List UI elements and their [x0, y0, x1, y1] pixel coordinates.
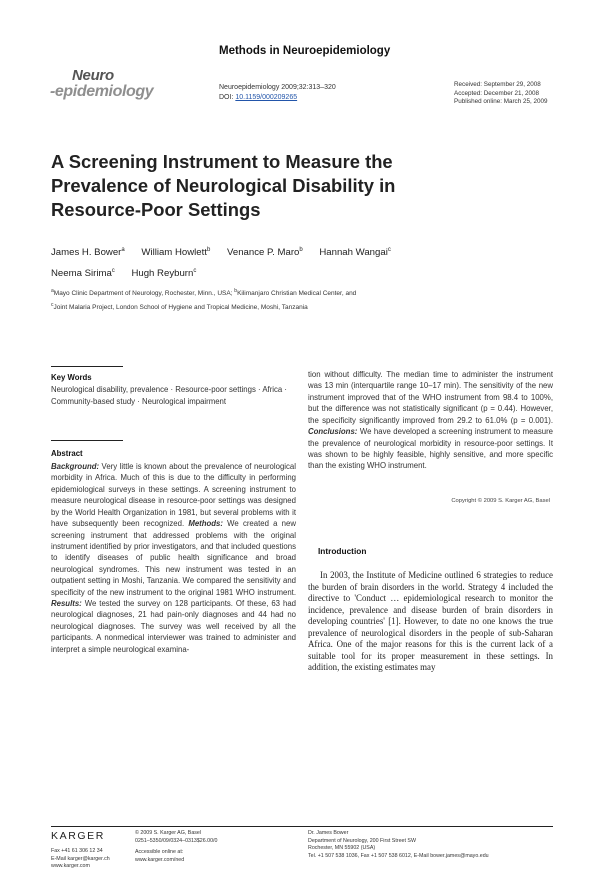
footer-access2[interactable]: www.karger.com/ned: [135, 856, 185, 863]
conclusions-text: We have developed a screening instrument to measure the prevalence of neurological morbidity in resource-poor settings. It was shown to be highly feasible, highly sensitive, and more specific than the existing WHO instrument.: [308, 427, 553, 471]
results-text-continued: tion without difficulty. The median time to administer the instrument was 13 min (interquartile range 10–17 min). The sensitivity of the new instrument improved that of the WHO instrument from 98.4 to 100%, but the difference was not statistically significant (p = 0.44). However, the specificity significantly improved from 29.2 to 61.0% (p = 0.001).: [308, 370, 553, 425]
logo-line1: Neuro: [72, 67, 114, 84]
abstract-column-right: [308, 369, 553, 472]
author-affil-sup: c: [193, 268, 197, 275]
footer-copy2: 0251–5350/09/0324–0313$26.00/0: [135, 837, 218, 844]
author: [319, 247, 390, 258]
affil-a: Mayo Clinic Department of Neurology, Rochester, Minn., USA;: [53, 290, 233, 298]
affil-b-sup: b: [234, 288, 238, 294]
keywords-text: Neurological disability, prevalence · Resource-poor settings · Africa · Community-based study · Neurological impairment: [51, 385, 288, 406]
author: [227, 247, 303, 258]
abstract-column-left: [51, 461, 296, 655]
author-name: James H. Bower: [51, 247, 122, 259]
affil-b: Kilimanjaro Christian Medical Center, and: [237, 290, 357, 298]
footer-access1: Accessible online at:: [135, 849, 184, 856]
methods-text: We created a new screening instrument that addressed problems with the original instrument identified by prior investigators, and that included questions to identify diseases of public health significance and broad neurological syndromes. This new instrument was tested in an outpatient setting in Moshi, Tanzania. We compared the sensitivity and specificity of the new instrument to the original 1981 WHO instrument.: [51, 519, 296, 597]
affiliations: [51, 286, 491, 313]
author-affil-sup: b: [206, 247, 211, 253]
author-affil-sup: c: [111, 268, 115, 275]
background-text: Very little is known about the prevalence of neurological morbidity in Africa. Much of this is due to the difficulty in performing epidemiological surveys in these settings. A screening instrument to measure neurological disease in resource-poor settings was designed by the World Health Organization in 1981, but several problems with it have subsequently been recognized.: [51, 462, 296, 529]
doi-link[interactable]: 10.1159/000209265: [235, 94, 298, 101]
affil-c: Joint Malaria Project, London School of Hygiene and Tropical Medicine, Moshi, Tanzania: [53, 303, 308, 311]
author-name: William Howlett: [141, 247, 207, 259]
methods-label: Methods:: [188, 519, 223, 529]
introduction-heading: Introduction: [318, 546, 367, 556]
footer-fax: Fax +41 61 306 12 34: [51, 848, 103, 854]
conclusions-label: Conclusions:: [308, 427, 358, 437]
author-list: [51, 241, 491, 283]
author-name: Venance P. Maro: [226, 247, 300, 259]
author: [131, 268, 196, 279]
footer-web[interactable]: www.karger.com: [51, 863, 90, 870]
received-date: Received: September 29, 2008: [454, 81, 541, 88]
contact-dept: Department of Neurology, 200 First Street SW: [308, 837, 416, 844]
contact-name: Dr. James Bower: [308, 830, 349, 836]
publisher-logo: KARGER: [51, 830, 105, 842]
author: [141, 247, 210, 258]
keywords-rule: [51, 366, 123, 367]
author-affil-sup: a: [121, 247, 125, 253]
footer-copyright: [135, 830, 217, 864]
doi-prefix: DOI:: [219, 94, 236, 101]
published-date: Published online: March 25, 2009: [454, 98, 548, 106]
article-title: A Screening Instrument to Measure the Prevalence of Neurological Disability in Resource-Poor Settings: [51, 151, 396, 220]
background-label: Background:: [51, 462, 100, 471]
logo-line2: -epidemiology: [50, 83, 154, 100]
section-heading: Methods in Neuroepidemiology: [219, 45, 391, 57]
accepted-date: Accepted: December 21, 2008: [454, 89, 540, 97]
citation-line: Neuroepidemiology 2009;32:313–320: [219, 84, 336, 91]
author-affil-sup: b: [299, 247, 303, 253]
introduction-text: In 2003, the Institute of Medicine outlined 6 strategies to reduce the burden of brain disorders in the world. Strategy 4 included the directive to 'Conduct … epidemiological research to monitor the incidence, prevalence and disease burden of brain disorders in developing countries' [1]. However, to date no one knows the true prevalence of neurological disorders in the people of sub-Saharan Africa. One of the major reasons for this is the current lack of a suitable tool for its proper measurement in these settings. In addition, the existing estimates may: [308, 570, 553, 672]
author: [51, 268, 115, 279]
footer-correspondence: [308, 830, 489, 860]
footer-email[interactable]: E-Mail karger@karger.ch: [51, 855, 110, 862]
doi-line: [219, 93, 336, 103]
citation-block: [219, 83, 336, 103]
author-name: Hannah Wangai: [319, 247, 388, 259]
contact-city: Rochester, MN 55902 (USA): [308, 845, 376, 852]
publication-dates: [454, 81, 547, 107]
keywords-heading: Key Words: [51, 373, 92, 382]
author-affil-sup: c: [387, 247, 391, 253]
affil-c-sup: c: [51, 301, 54, 308]
affil-a-sup: a: [51, 288, 54, 294]
journal-logo: [50, 68, 170, 100]
abstract-heading: Abstract: [51, 449, 83, 458]
author-name: Hugh Reyburn: [131, 268, 194, 280]
footer-rule: [51, 826, 553, 827]
footer-copy1: © 2009 S. Karger AG, Basel: [135, 830, 202, 836]
abstract-rule: [51, 440, 123, 441]
contact-tel: Tel. +1 507 538 1036, Fax +1 507 538 6012, E-Mail bower.james@mayo.edu: [308, 852, 489, 859]
author-name: Neema Sirima: [51, 268, 112, 280]
results-text: We tested the survey on 128 participants. Of these, 63 had neurological diagnoses, 21 had pain-only diagnoses and 44 had no neurological diagnoses. The survey was well received by all the participants. A nonmedical interviewer was trained to administer and interpret a simple neurological examina-: [51, 599, 296, 654]
abstract-copyright: Copyright © 2009 S. Karger AG, Basel: [451, 498, 550, 504]
results-label: Results:: [51, 599, 82, 609]
footer-publisher-contact: [51, 848, 110, 871]
author: [51, 247, 125, 258]
